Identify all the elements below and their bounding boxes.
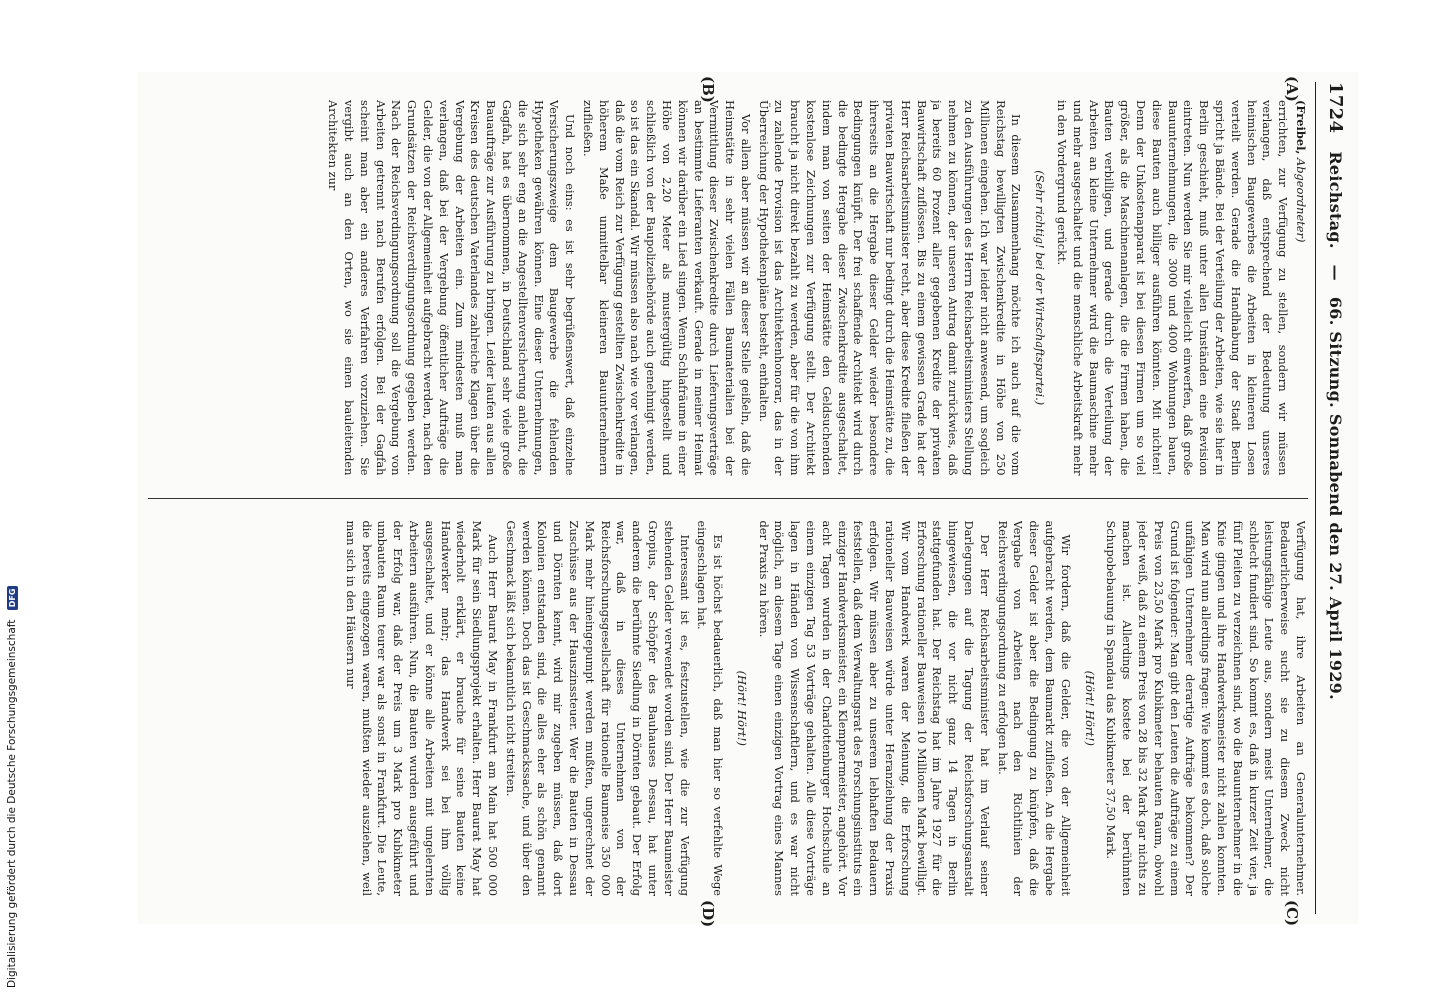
- paragraph: Wir fordern, daß die Gelder, die von der Allgemeinheit aufgebracht werden, dem Baumarkt zufließen. An die Hergabe dieser Gelder ist aber die Bedingung zu knüpfen, daß die Vergabe von Arbeiten nach den Richtlinien der Reichsverdingungsordnung zu erfolgen hat.: [995, 520, 1073, 896]
- text-columns: [148, 100, 1308, 896]
- paragraph: Interessant ist es, festzustellen, wie die zur Verfügung stehenden Gelder verwendet worden sind. Der Herr Baumeister Gropius, der Schöpfer des Bauhauses Dessau, hat unter anderem die berühmte Siedlung in Dörnten gebaut. Der Erfolg war, daß in dieses Unternehmen von der Reichsforschungsgesellschaft für rationelle Baumeise 350 000 Mark mehr hineingepumpt werden mußten, ungerechnet der Zuschüsse aus der Hauszinssteuer. Wer die Bauten in Dessau und Dörnten kennt, wird mir zugeben müssen, daß dort Kolonien entstanden sind, die alles eher als schön genannt werden können. Doch das ist Geschmackssache, und über den Geschmack läßt sich bekanntlich nicht streiten.: [503, 520, 692, 896]
- side-credit-strip: [0, 0, 24, 1000]
- margin-marker-a: (A): [1283, 76, 1301, 102]
- paragraph: In diesem Zusammenhang möchte ich auch auf die vom Reichstag bewilligten Zwischenkredite in Höhe von 250 Millionen eingehen. Ich war leider nicht anwesend, um sogleich zu den Ausführungen des Herrn Reichsarbeitsministers Stellung nehmen zu können, der unseren Antrag damit zurückwies, daß ja bereits 60 Prozent aller gegebenen Kredite der privaten Bauwirtschaft zuflössen. Bis zu einem gewissen Grade hat der Herr Reichsarbeitsminister recht, aber diese Kredite fließen der privaten Bauwirtschaft nur bedingt durch die Heimstätte zu, die ihrerseits an die Hergabe dieser Gelder wieder besondere Bedingungen knüpft. Der frei schaffende Architekt wird durch die bedingte Hergabe dieser Zwischenkredite ausgeschaltet, indem man von seiten der Heimstätte den Geldsuchenden kostenlose Zeichnungen zur Verfügung stellt. Der Architekt braucht ja nicht direkt bezahlt zu werden, aber für die von ihm zu zahlende Provision ist das Architektenhonorar, das in der Überreichung der Hypothekenpläne besteht, enthalten.: [756, 100, 1024, 476]
- paragraph: Und noch eins: es ist sehr begrüßenswert, daß einzelne Versicherungszweige dem Baugewerbe die fehlenden Hypotheken gewähren können. Eine dieser Unternehmungen, die sich sehr eng an die Angestelltenversicherung anlehnt, die Gagfah, hat es übernommen, in Deutschland sehr viele große Bauaufträge zur Ausführung zu bringen. Leider laufen aus allen Kreisen des deutschen Vaterlandes zahlreiche Klagen über die Vergebung der Arbeiten ein. Zum mindesten muß man verlangen, daß bei der Vergebung öffentlicher Aufträge die Gelder, die von der Allgemeinheit aufgebracht werden, nach den Grundsätzen der Reichsverdingungsordnung gegeben werden. Nach der Reichsverdingungsordnung soll die Vergebung von Arbeiten getrennt nach Berufen erfolgen. Bei der Gagfah scheint man aber ein anderes Verfahren vorzuziehen. Sie vergibt auch an den Orten, wo sie einen bauleitenden Architekten zur: [326, 100, 578, 476]
- page-number: 1724: [1325, 82, 1347, 134]
- paragraph: Vor allem aber müssen wir an dieser Stelle geißeln, daß die Heimstätte in sehr vielen Fällen Baumaterialien bei der Vermittlung dieser Zwischenkredite durch Lieferungsverträge an bestimmte Lieferanten verkauft. Gerade in meiner Heimat können wir darüber ein Lied singen. Wenn Schlafräume in einer Höhe von 2,20 Meter als mustergültig hingestellt und schließlich von der Baupolizeibehörde auch genehmigt werden, so ist das ein Skandal. Wir müssen also nach wie vor verlangen, daß die vom Reich zur Verfügung gestellten Zwischenkredite in höherem Maße unmittelbar kleineren Bauunternehmern zufließen.: [580, 100, 753, 476]
- title-left: Reichstag.: [1326, 151, 1346, 249]
- paragraph: Es ist höchst bedauerlich, daß man hier so verfehlte Wege eingeschlagen hat.: [695, 520, 726, 896]
- credit-text: Digitalisierung gefördert durch die Deutsche Forschungsgemeinschaft: [6, 619, 18, 988]
- paragraph: Verfügung hat, ihre Arbeiten an Generalunternehmer. Bedauerlicherweise sucht sie zu diesem Zweck nicht leistungsfähige Leute aus, sondern meist Unternehmer, die schlecht fundiert sind. So kommt es, daß in kurzer Zeit vier, ja fünf Pleiten zu verzeichnen sind, wo die Bauunternehmer in die Knie gingen und ihre Handwerksmeister nicht zahlen konnten. Man wird nun allerdings fragen: Wie kommt es doch, daß solche unfähigen Unternehmer derartige Aufträge bekommen? Der Grund ist folgender: Man gibt den Leuten die Aufträge zu einem Preis von 23,50 Mark pro Kubikmeter behauten Raum, obwohl jeder weiß, daß zu einem Preis von 28 bis 32 Mark gar nichts zu machen ist. Allerdings kostete bei der berühmten Schupobebauung in Spandau das Kubikmeter 37,50 Mark.: [1104, 520, 1308, 896]
- title-separator: —: [1326, 264, 1346, 281]
- page-title: [1327, 151, 1346, 914]
- dfg-logo: DFG: [7, 586, 18, 611]
- scanned-page: [138, 72, 1358, 928]
- left-column: [148, 100, 1308, 476]
- interjection: (Sehr richtig! bei der Wirtschaftspartei.): [1033, 170, 1048, 406]
- digitization-credit: [6, 0, 18, 1000]
- margin-marker-b: (B): [699, 76, 717, 103]
- column-divider: [148, 498, 1308, 499]
- margin-marker-c: (C): [1283, 900, 1301, 927]
- paragraph: Auch Herr Baurat May in Frankfurt am Main hat 500 000 Mark für sein Siedlungsprojekt erhalten. Herr Baurat May hat wiederholt erklärt, er brauche für seine Bauten keine Handwerker mehr; das Handwerk sei bei ihm völlig ausgeschaltet, und er könne alle Arbeiten mit ungelernten Arbeitern ausführen. Nun, die Bauten wurden ausgeführt und der Erfolg war, daß der Preis um 3 Mark pro Kubikmeter umbauten Raum teurer war als sonst in Frankfurt. Die Leute, die bereits eingezogen waren, mußten wieder ausziehen, weil man sich in den Häusern nur: [343, 520, 500, 896]
- interjection: (Hört! Hört!): [1082, 670, 1097, 746]
- header-rule: [1315, 82, 1316, 914]
- page-header: [1318, 82, 1354, 914]
- paragraph: Der Herr Reichsarbeitsminister hat im Verlauf seiner Darlegungen auf die Tagung der Reichsforschungsanstalt hingewiesen, die vor nicht ganz 14 Tagen in Berlin stattgefunden hat. Der Reichstag hat im Jahre 1927 für die Erforschung rationeller Bauweisen 10 Millionen Mark bewilligt. Wir vom Handwerk waren der Meinung, die Erforschung rationeller Bauweisen würde unter Heranziehung der Praxis erfolgen. Wir müssen aber zu unserem lebhaften Bedauern feststellen, daß dem Verwaltungsrat des Forschungsinstituts ein einziger Handwerksmeister, ein Klempnermeister, angehört. Vor acht Tagen wurden in der Charlottenburger Hochschule an einem einzigen Tag 53 Vorträge gehalten. Alle diese Vorträge lagen in Händen von Wissenschaftlern, und es war nicht möglich, an diesem Tage einen einzigen Vortrag eines Mannes der Praxis zu hören.: [756, 520, 992, 896]
- paragraph: errichten, zur Verfügung zu stellen, sondern wir müssen verlangen, daß entsprechend der Bedeutung unseres heimischen Baugewerbes die Arbeiten in kleineren Losen verteilt werden. Gerade die Handhabung der Stadt Berlin spricht ja Bände. Bei der Verteilung der Arbeiten, wie sie hier in Berlin geschieht, muß unter allen Umständen eine Revision eintreten. Nun werden Sie mir vielleicht einwerfen, daß große Bauunternehmungen, die 3000 und 4000 Wohnungen bauen, diese Bauten auch billiger ausführen könnten. Mit nichten! Denn der Unkostenapparat ist bei diesen Firmen um so viel größer, als die Maschinenanlagen, die die Firmen haben, die Bauten verbilligen, und gerade durch die Verteilung der Arbeiten an kleine Unternehmer wird die Baumaschine mehr und mehr ausgeschaltet und die menschliche Arbeitskraft mehr in den Vordergrund gerückt.: [1055, 100, 1291, 476]
- interjection: (Hört! Hört!): [734, 670, 749, 746]
- right-column: [148, 521, 1308, 897]
- speaker-role: Abgeordneter): [1294, 157, 1308, 243]
- title-right: 66. Sitzung. Sonnabend den 27. April 1929.: [1326, 296, 1346, 700]
- speaker-line: [1292, 100, 1308, 476]
- speaker-name: (Freibel,: [1294, 100, 1308, 155]
- rotated-page-content: [138, 72, 1358, 928]
- margin-marker-d: (D): [699, 900, 717, 928]
